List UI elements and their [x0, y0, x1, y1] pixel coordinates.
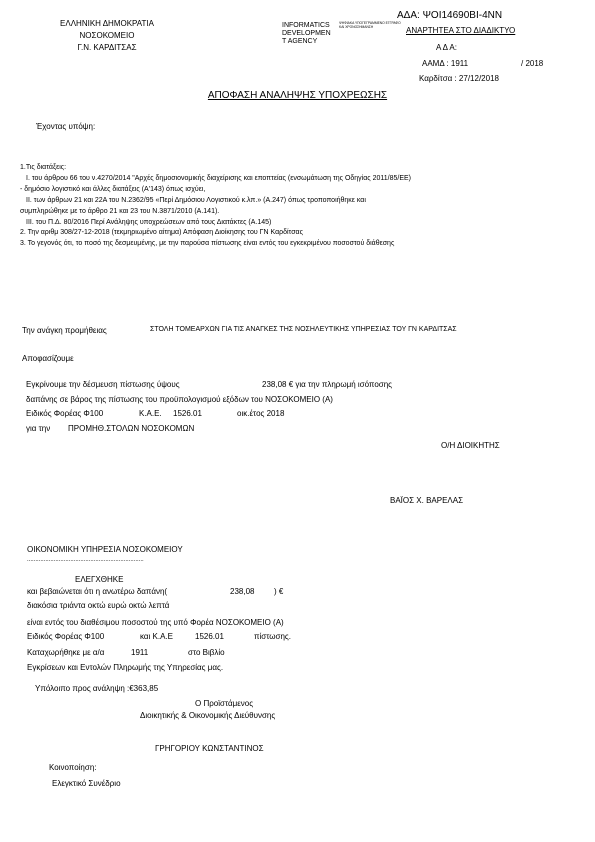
posted-online-note: ΑΝΑΡΤΗΤΕΑ ΣΤΟ ΔΙΑΔΙΚΤΥΟ	[406, 26, 516, 35]
fiscal-year: οικ.έτος 2018	[237, 409, 285, 418]
agency-logo-caption: ΨΗΦΙΑΚΑ ΥΠΟΓΕΓΡΑΜΜΕΝΟ ΕΓΓΡΑΦΟ ΚΑΙ ΧΡΟΝΟΣΗΜΑΝΣΗ	[339, 21, 401, 29]
ada-label: Α Δ Α:	[436, 43, 457, 52]
finance-carrier: Ειδικός Φορέας Φ100	[27, 632, 105, 641]
provision-line: 3. Το γεγονός ότι, το ποσό της δεσμευμένης, με την παρούσα πίστωσης είναι εντός του εγκεκριμένου ποσοστού διάθεσης	[20, 240, 395, 247]
amount-in-words: διακόσια τριάντα οκτώ ευρώ οκτώ λεπτά	[27, 601, 170, 610]
within-budget: είναι εντός του διαθέσιμου ποσοστού της υπό Φορέα ΝΟΣΟΚΟΜΕΙΟ (Α)	[27, 618, 284, 627]
agency-logo-line-3: T AGENCY	[282, 38, 318, 45]
certification-amount: 238,08	[230, 587, 255, 596]
registered-book: στο Βιβλίο	[188, 648, 225, 657]
agency-logo-line-1: INFORMATICS	[282, 22, 330, 29]
notify-label: Κοινοποίηση:	[49, 763, 97, 772]
remaining-balance: Υπόλοιπο προς ανάληψη :€363,85	[35, 684, 159, 693]
purpose-label: για την	[26, 424, 51, 433]
provision-line: 1.Τις διατάξεις:	[20, 164, 67, 171]
provision-line: II. των άρθρων 21 και 22Α του Ν.2362/95 «Περί Δημόσιου Λογιστικού κ.λπ.» (Α.247) όπως τροποποιήθηκε και	[26, 197, 366, 204]
place-date: Καρδίτσα : 27/12/2018	[419, 74, 499, 83]
provision-line: 2. Την αριθμ 308/27-12-2018 (τεκμηριωμένο αίτημα) Απόφαση Διοίκησης του ΓΝ Καρδίτσας	[20, 229, 303, 236]
finance-kae-value: 1526.01	[195, 632, 224, 641]
finance-kae-label: και Κ.Α.Ε	[140, 632, 173, 641]
director-name: ΒΑΪΟΣ Χ. ΒΑΡΕΛΑΣ	[390, 496, 464, 505]
provision-line: III. του Π.Δ. 80/2016 Περί Ανάληψης υποχρεώσεων από τους Διατάκτες (Α.145)	[26, 219, 272, 226]
registered-label: Καταχωρήθηκε με α/α	[27, 648, 105, 657]
decide-label: Αποφασίζουμε	[22, 354, 74, 363]
org-line-1: ΕΛΛΗΝΙΚΗ ΔΗΜΟΚΡΑΤΙΑ	[60, 19, 154, 28]
kae-label: Κ.Α.Ε.	[139, 409, 162, 418]
head-department: Διοικητικής & Οικονομικής Διεύθυνσης	[140, 711, 276, 720]
provision-line: - δημόσιο λογιστικό και άλλες διατάξεις (Α'143) όπως ισχύει,	[20, 186, 206, 193]
director-label: Ο/Η ΔΙΟΙΚΗΤΗΣ	[441, 441, 500, 450]
kae-value: 1526.01	[173, 409, 202, 418]
agency-logo-line-2: DEVELOPMEN	[282, 30, 331, 37]
head-name: ΓΡΗΓΟΡΙΟΥ ΚΩΝΣΤΑΝΤΙΝΟΣ	[155, 744, 264, 753]
certification-text: και βεβαιώνεται ότι η ανωτέρω δαπάνη(	[27, 587, 168, 596]
finance-dots: ......................................................................	[27, 557, 144, 563]
provision-line: I. του άρθρου 66 του ν.4270/2014 "Αρχές δημοσιονομικής διαχείρισης και εποπτείας (ενσωμάτωση της Οδηγίας 2011/85/ΕΕ)	[26, 175, 411, 182]
finance-credit: πίστωσης.	[254, 632, 291, 641]
checked-label: ΕΛΕΓΧΘΗΚΕ	[75, 575, 124, 584]
need-label: Την ανάγκη προμήθειας	[22, 326, 107, 335]
document-title: ΑΠΟΦΑΣΗ ΑΝΑΛΗΨΗΣ ΥΠΟΧΡΕΩΣΗΣ	[207, 90, 388, 101]
registered-book-name: Εγκρίσεων και Εντολών Πληρωμής της Υπηρεσίας μας.	[27, 663, 224, 672]
certification-currency: ) €	[274, 587, 284, 596]
approval-text: Εγκρίνουμε την δέσμευση πίστωσης ύψους	[26, 380, 180, 389]
protocol-year: / 2018	[521, 59, 544, 68]
approval-text: δαπάνης σε βάρος της πίστωσης του προϋπολογισμού εξόδων του ΝΟΣΟΚΟΜΕΙΟ (Α)	[26, 395, 333, 404]
need-value: ΣΤΟΛΗ ΤΟΜΕΑΡΧΩΝ ΓΙΑ ΤΙΣ ΑΝΑΓΚΕΣ ΤΗΣ ΝΟΣΗΛΕΥΤΙΚΗΣ ΥΠΗΡΕΣΙΑΣ ΤΟΥ ΓΝ ΚΑΡΔΙΤΣΑΣ	[150, 326, 457, 333]
approval-amount: 238,08 € για την πληρωμή ισόποσης	[262, 380, 393, 389]
purpose-value: ΠΡΟΜΗΘ.ΣΤΟΛΩΝ ΝΟΣΟΚΟΜΩΝ	[68, 424, 195, 433]
protocol-number: ΑΑΜΔ : 1911	[422, 59, 469, 68]
provision-line: συμπληρώθηκε με το άρθρο 21 και 23 του Ν.3871/2010 (Α.141).	[20, 208, 220, 215]
org-line-2: ΝΟΣΟΚΟΜΕΙΟ	[79, 31, 135, 40]
having-regard-label: Έχοντας υπόψη:	[36, 122, 96, 131]
finance-header: ΟΙΚΟΝΟΜΙΚΗ ΥΠΗΡΕΣΙΑ ΝΟΣΟΚΟΜΕΙΟΥ	[27, 545, 183, 554]
notify-recipient: Ελεγκτικό Συνέδριο	[52, 779, 121, 788]
registered-number: 1911	[131, 648, 149, 657]
head-title: Ο Προϊστάμενος	[195, 699, 254, 708]
ada-number: ΑΔΑ: ΨΟΙ14690ΒΙ-4ΝΝ	[397, 10, 503, 21]
org-line-3: Γ.Ν. ΚΑΡΔΙΤΣΑΣ	[77, 43, 137, 52]
special-carrier: Ειδικός Φορέας Φ100	[26, 409, 104, 418]
